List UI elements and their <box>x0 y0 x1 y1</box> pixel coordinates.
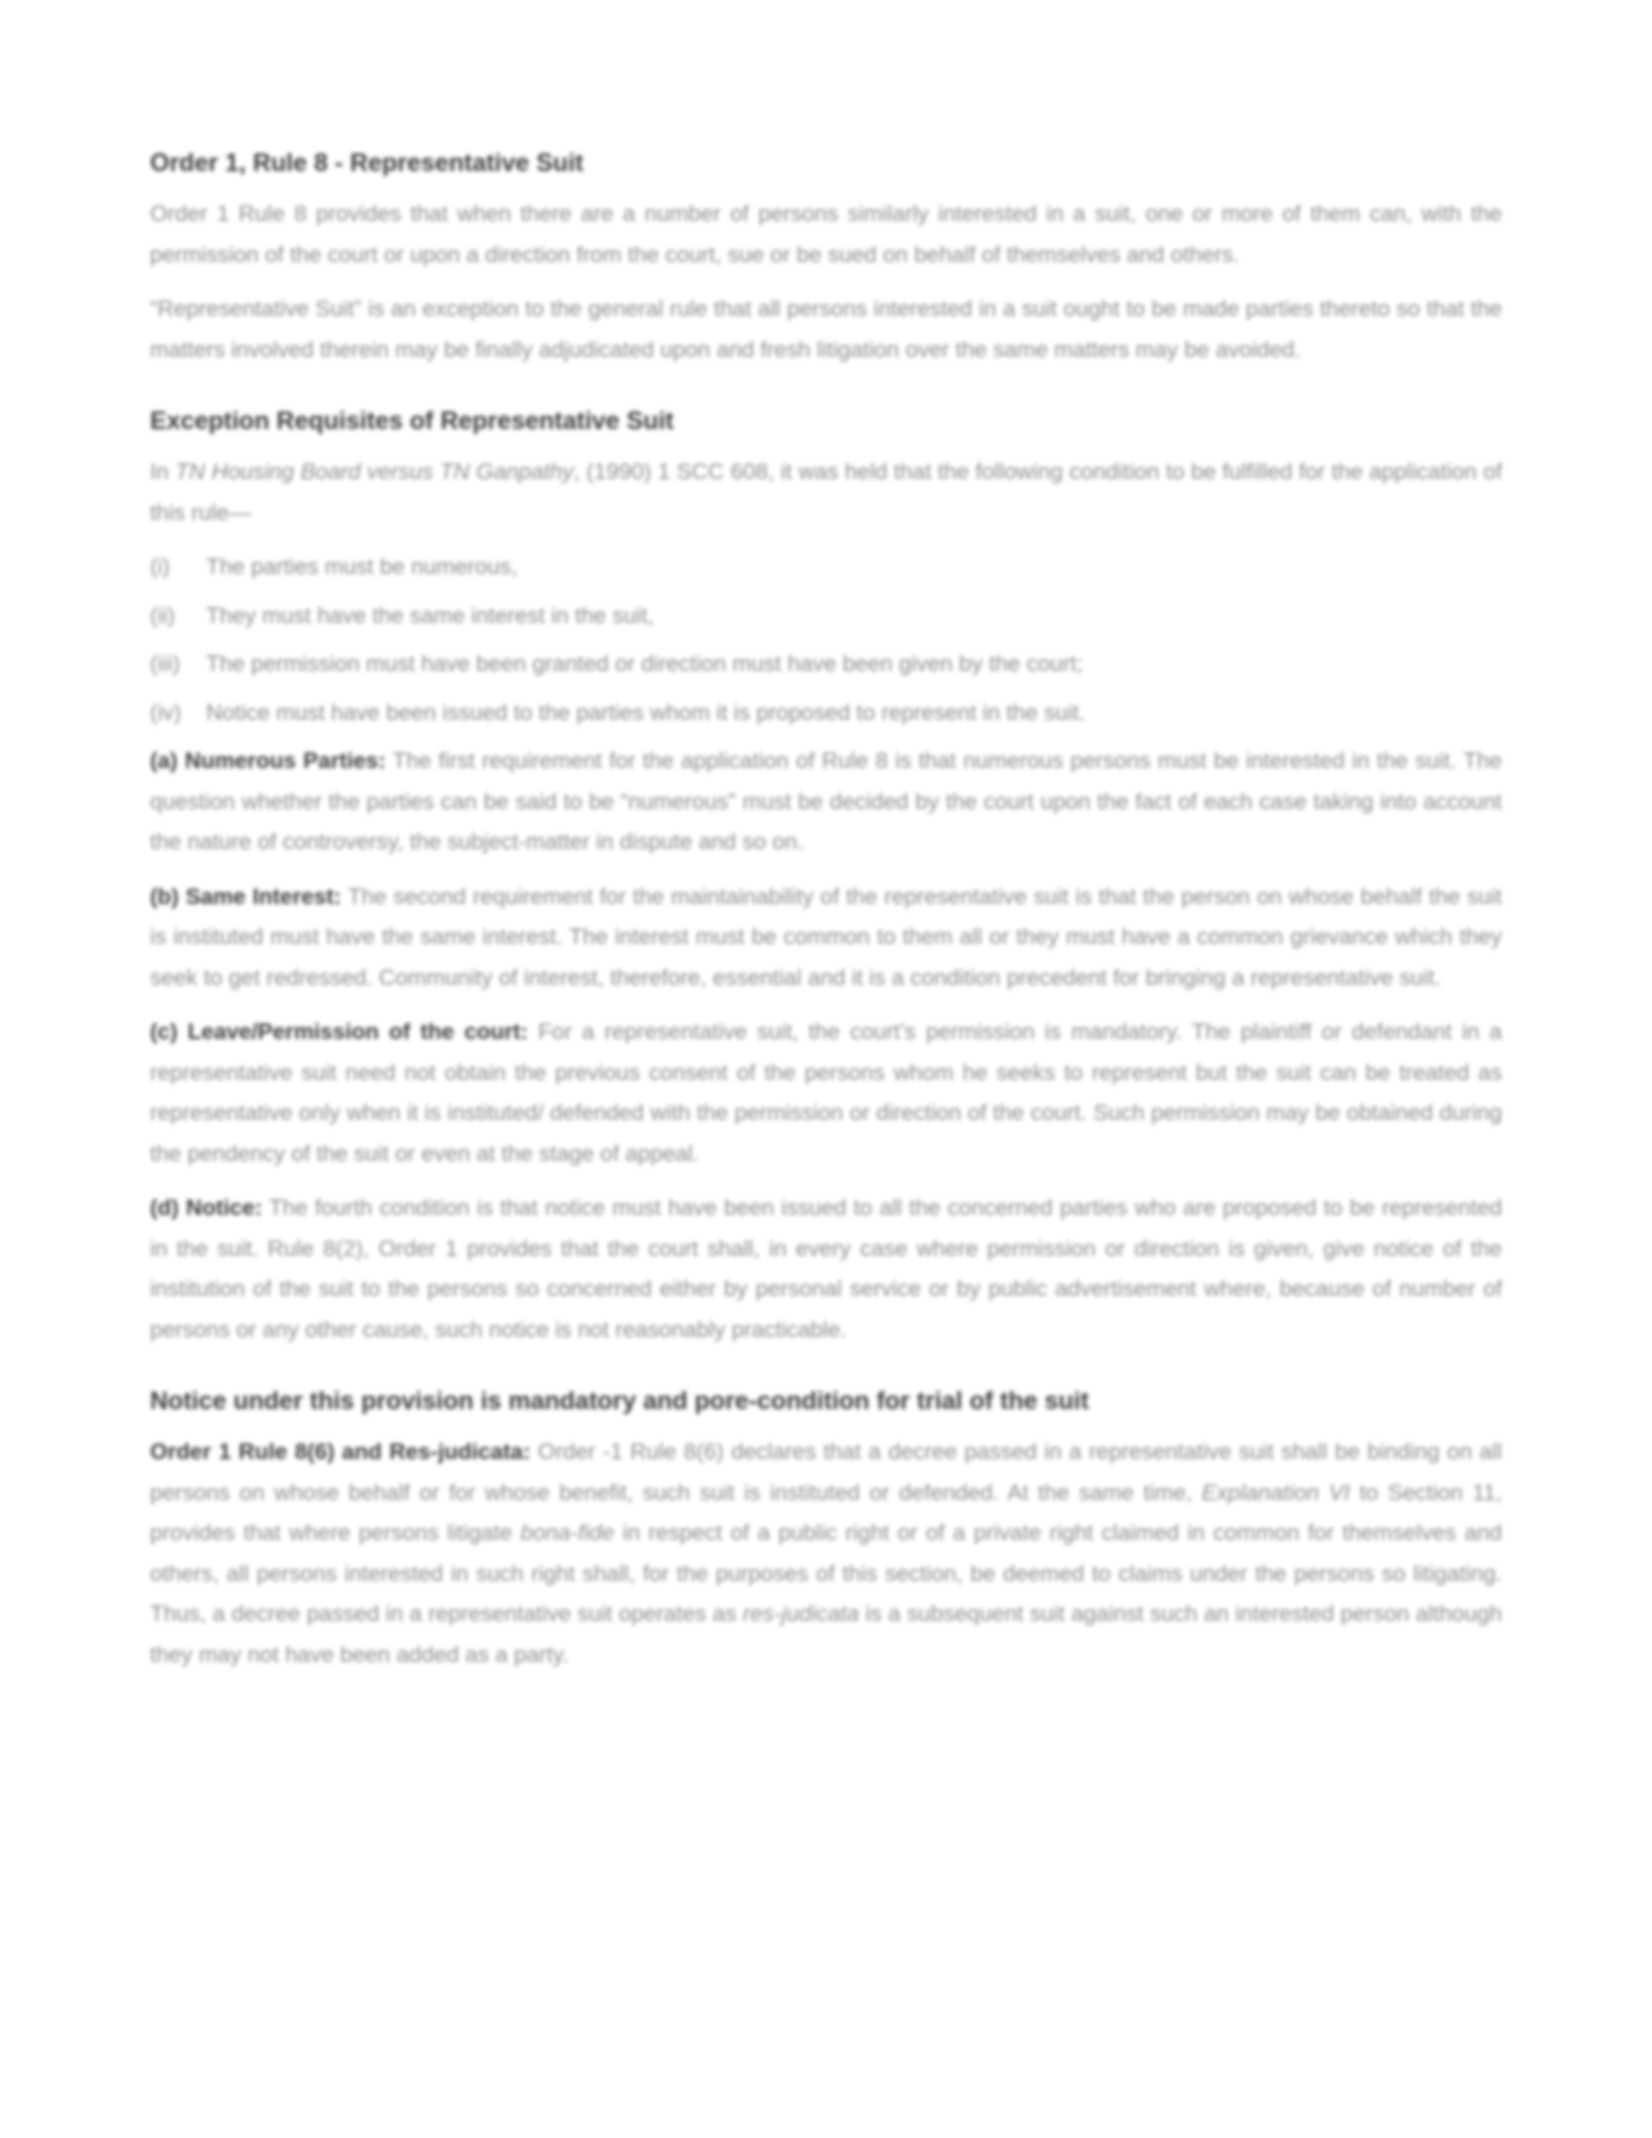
list-item: (i) The parties must be numerous, <box>150 554 518 579</box>
paragraph-case-reference: In TN Housing Board versus TN Ganpathy, (1990) 1 SCC 608, it was held that the following condition to be fulfilled for the application of this rule— <box>150 459 1502 525</box>
list-item: (ii) They must have the same interest in the suit, <box>150 602 654 628</box>
list-item: (iv) Notice must have been issued to the parties whom it is proposed to represent in the suit. <box>150 699 1086 725</box>
paragraph-leave-permission: (c) Leave/Permission of the court: For a representative suit, the court’s permission is mandatory. The plaintiff or defendant in a representative suit need not obtain the previous consent of the persons whom he seeks to represent but the suit can be treated as representative only when it is instituted/ defended with the permission or direction of the court. Such permission may be obtained during the pendency of the suit or even at the stage of appeal. <box>150 1019 1502 1166</box>
list-item: (iii) The permission must have been granted or direction must have been given by the court; <box>150 651 1083 676</box>
paragraph-numerous-parties: (a) Numerous Parties: The first requirement for the application of Rule 8 is that numerous persons must be interested in the suit. The question whether the parties can be said to be “numerous” must be decided by the court upon the fact of each case taking into account the nature of controversy, the subject-matter in dispute and so on. <box>150 748 1503 854</box>
conditions-list <box>150 547 1502 733</box>
heading-exception-requisites: Exception Requisites of Representative Suit <box>150 407 674 435</box>
paragraph-same-interest: (b) Same Interest: The second requirement for the maintainability of the representative suit is that the person on whose behalf the suit is instituted must have the same interest. The interest must be common to them all or they must have a common grievance which they seek to get redressed. Community of interest, therefore, essential and it is a condition precedent for bringing a representative suit. <box>150 883 1502 990</box>
paragraph-rule-8: Order 1 Rule 8 provides that when there are a number of persons similarly interested in a suit, one or more of them can, with the permission of the court or upon a direction from the court, sue or be sued on behalf of themselves and others. <box>150 201 1502 267</box>
paragraph-exception: “Representative Suit” is an exception to the general rule that all persons interested in a suit ought to be made parties thereto so that the matters involved therein may be finally adjudicated upon and fresh litigation over the same matters may be avoided. <box>150 296 1502 362</box>
case-name-1: TN Housing Board <box>175 459 361 484</box>
case-name-2: TN Ganpathy <box>439 459 574 484</box>
paragraph-res-judicata: Order 1 Rule 8(6) and Res-judicata: Order -1 Rule 8(6) declares that a decree passed in a representative suit shall be binding on all persons on whose behalf or for whose benefit, such suit is instituted or defended. At the same time, Explanation VI to Section 11, provides that where persons litigate bona-fide in respect of a public right or of a private right claimed in common for themselves and others, all persons interested in such right shall, for the purposes of this section, be deemed to claims under the persons so litigating. Thus, a decree passed in a representative suit operates as res-judicata is a subsequent suit against such an interested person although they may not have been added as a party. <box>150 1439 1503 1667</box>
heading-notice-mandatory: Notice under this provision is mandatory and pore-condition for trial of the suit <box>150 1387 1089 1415</box>
document-content <box>150 146 1502 1675</box>
heading-representative-suit: Order 1, Rule 8 - Representative Suit <box>150 149 584 177</box>
paragraph-notice: (d) Notice: The fourth condition is that notice must have been issued to all the concerned parties who are proposed to be represented in the suit. Rule 8(2), Order 1 provides that the court shall, in every case where permission or direction is given, give notice of the institution of the suit to the persons so concerned either by personal service or by public advertisement where, because of number of persons or any other cause, such notice is not reasonably practicable. <box>150 1195 1502 1342</box>
